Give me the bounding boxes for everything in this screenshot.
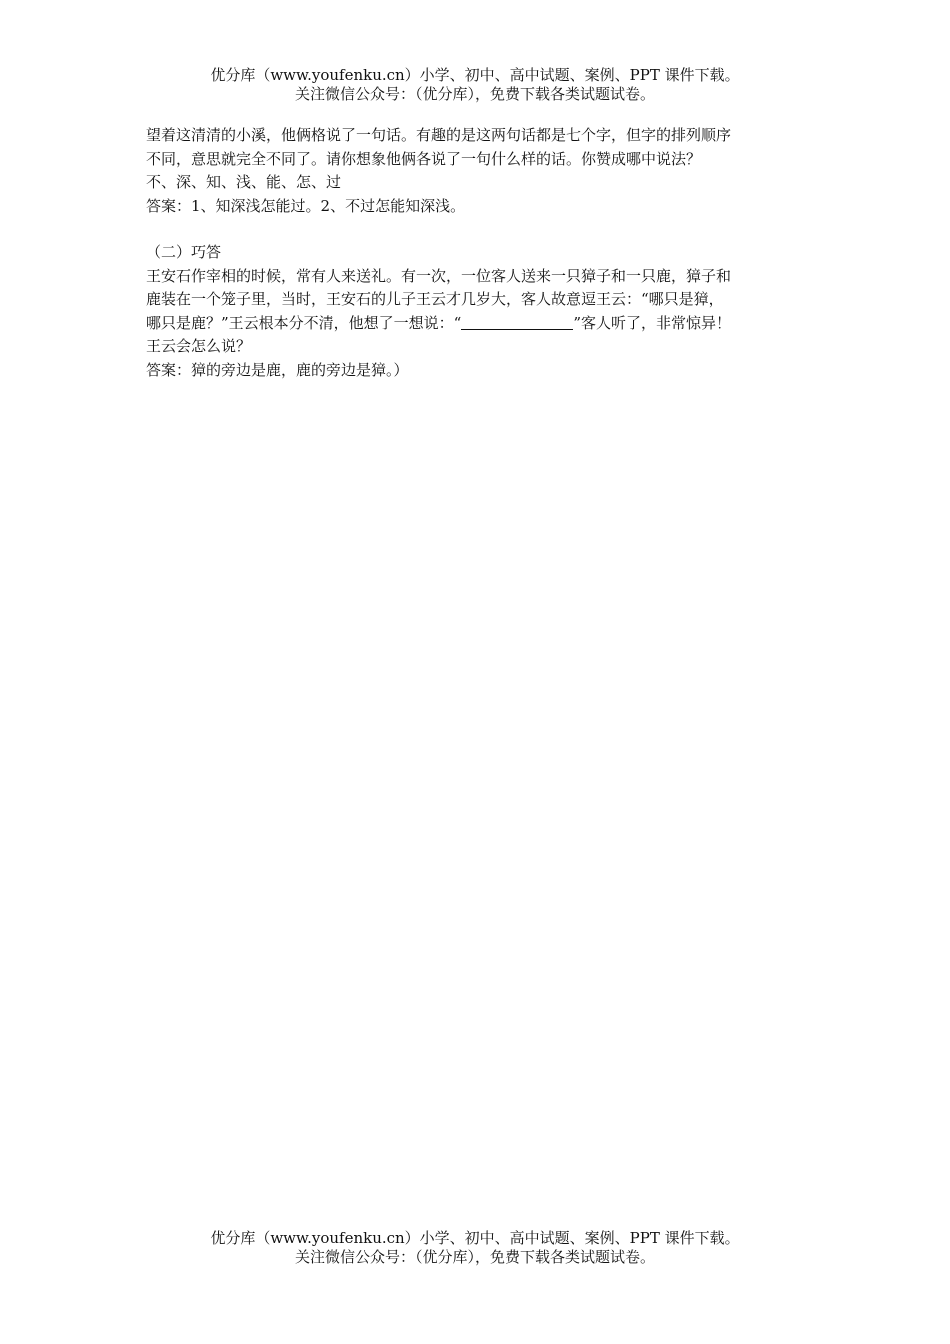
section-2-title: （二）巧答 <box>146 243 222 261</box>
footer-line-1: 优分库（www.youfenku.cn）小学、初中、高中试题、案例、PPT 课件下载。 <box>210 1229 740 1247</box>
given-characters: 不、深、知、浅、能、怎、过 <box>146 173 342 191</box>
header-line-1: 优分库（www.youfenku.cn）小学、初中、高中试题、案例、PPT 课件下载。 <box>210 66 740 84</box>
story-question: 王云会怎么说？ <box>146 337 252 355</box>
answer-1: 答案：1、知深浅怎能过。2、不过怎能知深浅。 <box>146 196 466 215</box>
story-line-2: 鹿装在一个笼子里，当时，王安石的儿子王云才几岁大，客人故意逗王云：“哪只是獐， <box>146 290 724 308</box>
section-gap <box>146 218 810 241</box>
story-line-3 <box>146 312 810 336</box>
section-1 <box>146 124 810 218</box>
answer-blank[interactable] <box>461 313 573 330</box>
header-line-2: 关注微信公众号：（优分库），免费下载各类试题试卷。 <box>294 85 655 103</box>
question-text-line-1: 望着这清清的小溪，他俩格说了一句话。有趣的是这两句话都是七个字，但字的排列顺序 <box>146 126 732 144</box>
story-line-1: 王安石作宰相的时候，常有人来送礼。有一次，一位客人送来一只獐子和一只鹿，獐子和 <box>146 266 732 285</box>
answer-2: 答案：獐的旁边是鹿，鹿的旁边是獐。） <box>146 360 409 379</box>
section-2 <box>146 241 810 382</box>
story-line-3-before: 哪只是鹿？”王云根本分不清，他想了一想说：“ <box>146 313 462 332</box>
story-line-3-after: ”客人听了，非常惊异！ <box>573 313 732 332</box>
page-header <box>0 66 950 104</box>
document-body <box>146 124 810 382</box>
page-footer <box>0 1229 950 1267</box>
footer-line-2: 关注微信公众号：（优分库），免费下载各类试题试卷。 <box>294 1248 655 1266</box>
question-text-line-2: 不同，意思就完全不同了。请你想象他俩各说了一句什么样的话。你赞成哪中说法？ <box>146 149 702 168</box>
